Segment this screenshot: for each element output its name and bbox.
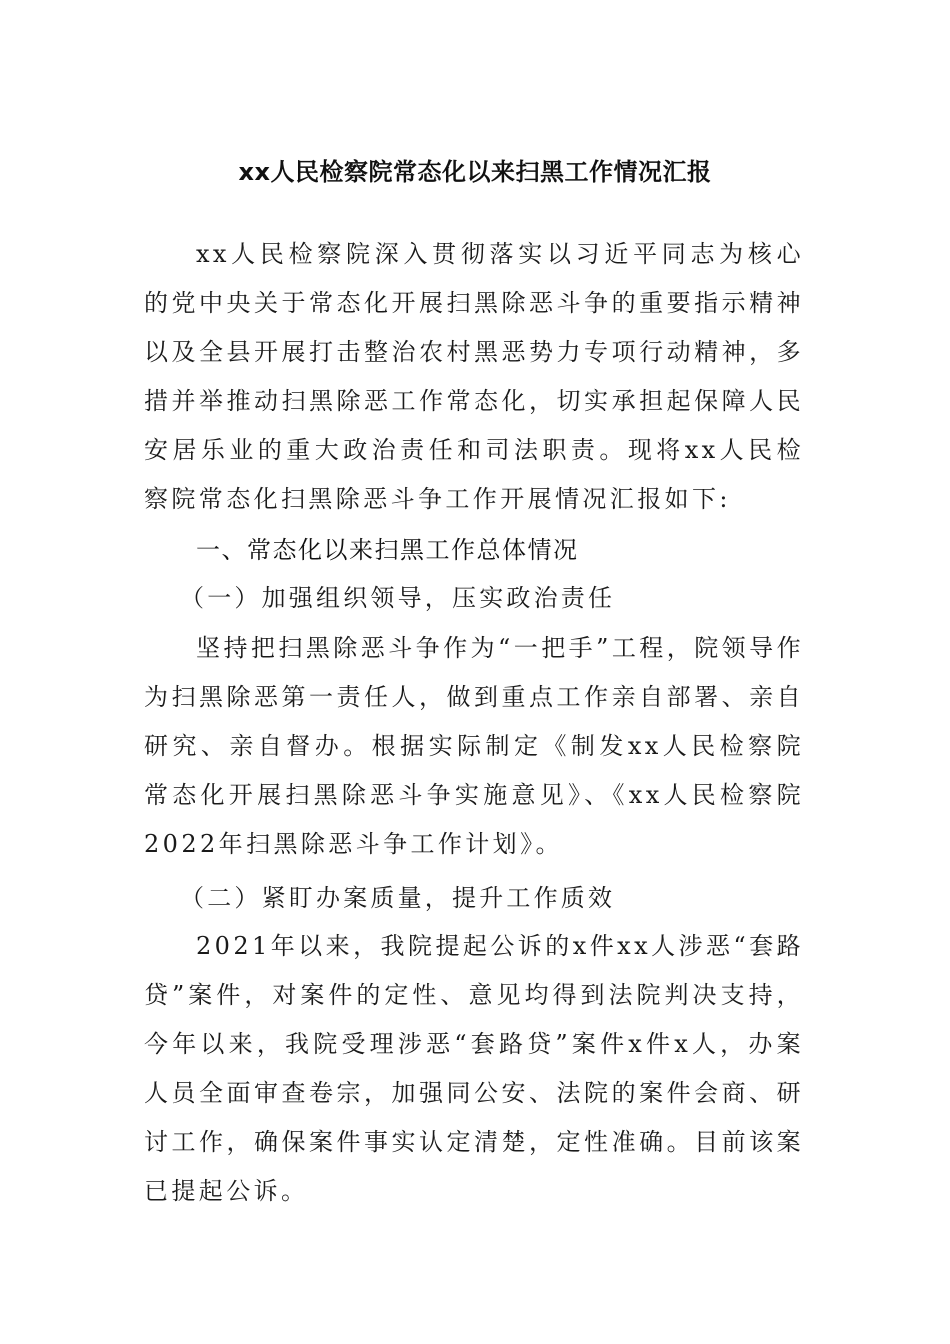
document-title: xx人民检察院常态化以来扫黑工作情况汇报 [238,158,712,186]
section-heading-1: 一、常态化以来扫黑工作总体情况 [196,536,579,564]
subsection-2-paragraph: 2021年以来，我院提起公诉的x件xx人涉恶“套路贷”案件，对案件的定性、意见均得到法院判决支持，今年以来，我院受理涉恶“套路贷”案件x件x人，办案人员全面审查卷宗，加强同公安、法院的案件会商、研讨工作，确保案件事实认定清楚，定性准确。目前该案已提起公诉。 [144,932,804,1205]
subsection-1-paragraph: 坚持把扫黑除恶斗争作为“一把手”工程，院领导作为扫黑除恶第一责任人，做到重点工作亲自部署、亲自研究、亲自督办。根据实际制定《制发xx人民检察院常态化开展扫黑除恶斗争实施意见》、《xx人民检察院2022年扫黑除恶斗争工作计划》。 [144,634,804,858]
subsection-heading-1: （一）加强组织领导，压实政治责任 [180,584,616,612]
intro-paragraph: xx人民检察院深入贯彻落实以习近平同志为核心的党中央关于常态化开展扫黑除恶斗争的重要指示精神以及全县开展打击整治农村黑恶势力专项行动精神，多措并举推动扫黑除恶工作常态化，切实承担起保障人民安居乐业的重大政治责任和司法职责。现将xx人民检察院常态化扫黑除恶斗争工作开展情况汇报如下: [144,240,804,513]
subsection-heading-2: （二）紧盯办案质量，提升工作质效 [180,884,616,912]
